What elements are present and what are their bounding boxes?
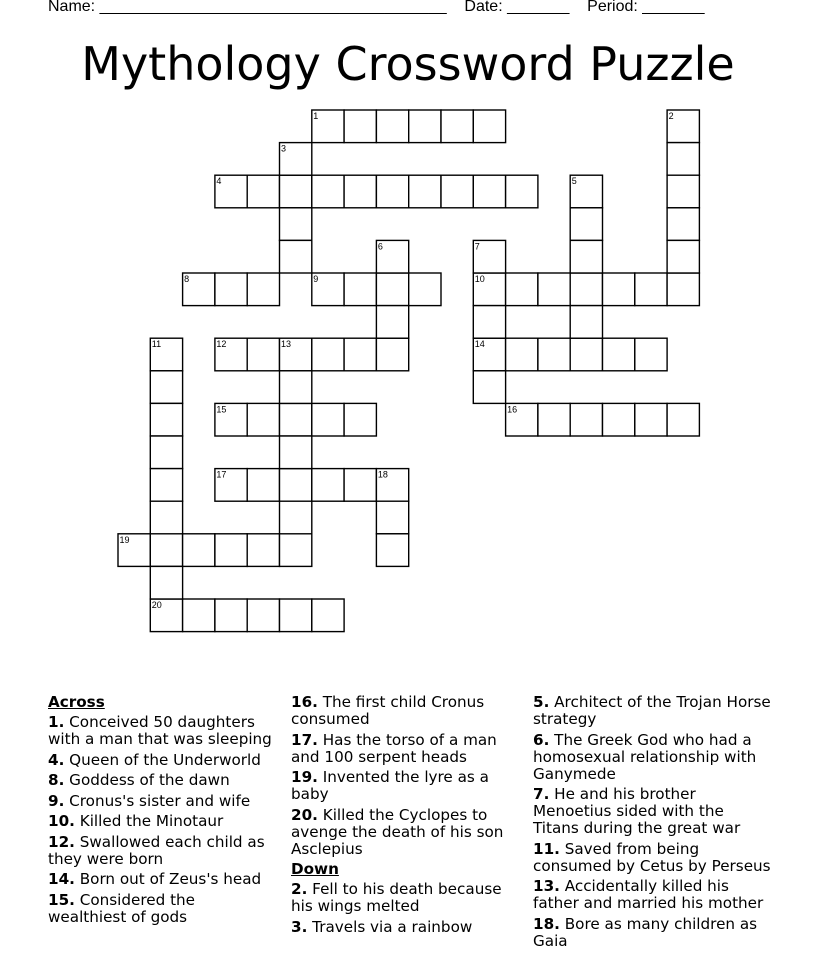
clue-number: 1. — [48, 713, 65, 731]
clue-text: Accidentally killed his father and married his mother — [533, 877, 764, 912]
grid-cell[interactable] — [603, 273, 635, 306]
grid-cell[interactable] — [473, 306, 505, 339]
grid-cell[interactable] — [280, 534, 312, 567]
clue-text: He and his brother Menoetius sided with the Titans during the great war — [533, 785, 741, 837]
clue-number: 5. — [533, 693, 550, 711]
grid-cell[interactable] — [570, 338, 602, 371]
clue-item — [291, 732, 523, 766]
clue-item — [291, 694, 523, 728]
grid-cell[interactable] — [280, 436, 312, 469]
grid-cell[interactable] — [409, 175, 441, 208]
grid-cell[interactable] — [473, 110, 505, 143]
grid-cell[interactable] — [247, 338, 279, 371]
grid-cell[interactable] — [344, 469, 376, 502]
page-title: Mythology Crossword Puzzle — [81, 37, 735, 91]
grid-cell[interactable] — [150, 469, 182, 502]
grid-cell[interactable] — [376, 501, 408, 534]
grid-cell[interactable] — [280, 175, 312, 208]
grid-cell[interactable] — [312, 338, 344, 371]
grid-cell[interactable] — [506, 338, 538, 371]
clue-item — [48, 793, 278, 810]
clue-number-label: 6 — [377, 241, 383, 252]
grid-cell[interactable] — [344, 338, 376, 371]
clue-text: The first child Cronus consumed — [291, 693, 485, 728]
grid-cell[interactable] — [570, 240, 602, 273]
grid-cell[interactable] — [247, 534, 279, 567]
clue-number-label: 14 — [474, 339, 485, 350]
grid-cell[interactable] — [344, 403, 376, 436]
clue-text: Conceived 50 daughters with a man that was sleeping — [48, 713, 272, 748]
clue-text: Fell to his death because his wings melted — [291, 880, 502, 915]
grid-cell[interactable] — [215, 534, 247, 567]
clue-number: 6. — [533, 730, 550, 749]
grid-cell[interactable] — [280, 240, 312, 273]
grid-cell[interactable] — [215, 273, 247, 306]
grid-cell[interactable] — [667, 208, 699, 241]
grid-cell[interactable] — [667, 273, 699, 306]
grid-cell[interactable] — [376, 338, 408, 371]
grid-cell[interactable] — [538, 273, 570, 306]
clue-number-label: 8 — [184, 274, 190, 284]
grid-cell[interactable] — [280, 469, 312, 502]
grid-cell[interactable] — [603, 338, 635, 371]
clue-number: 15. — [48, 890, 75, 909]
clue-item — [48, 834, 278, 868]
clue-text: Queen of the Underworld — [69, 750, 261, 769]
clue-item — [48, 752, 278, 769]
clue-number: 3. — [291, 917, 308, 936]
clue-number: 4. — [48, 750, 65, 769]
clue-number: 14. — [48, 870, 75, 888]
grid-cell[interactable] — [280, 403, 312, 436]
grid-cell[interactable] — [150, 371, 182, 404]
clue-number-label: 15 — [216, 404, 227, 415]
clue-column-3 — [533, 694, 773, 953]
clue-item — [291, 769, 523, 803]
clue-number-label: 10 — [474, 274, 485, 284]
grid-cell[interactable] — [150, 534, 182, 567]
grid-cell[interactable] — [538, 403, 570, 436]
clue-item — [533, 916, 773, 950]
grid-cell[interactable] — [473, 371, 505, 404]
grid-cell[interactable] — [312, 403, 344, 436]
clue-number: 11. — [533, 839, 560, 858]
clue-number: 13. — [533, 877, 560, 895]
grid-cell[interactable] — [247, 599, 279, 632]
grid-cell[interactable] — [667, 175, 699, 208]
clue-item — [48, 871, 278, 888]
grid-cell[interactable] — [635, 338, 667, 371]
clue-section-heading: Down — [291, 860, 339, 878]
clue-text: Travels via a rainbow — [312, 917, 473, 936]
clue-number: 16. — [291, 693, 318, 711]
grid-cell[interactable] — [667, 240, 699, 273]
clue-text: Invented the lyre as a baby — [291, 768, 489, 803]
grid-cell[interactable] — [570, 306, 602, 339]
clue-number-label: 5 — [571, 176, 577, 187]
grid-cell[interactable] — [603, 403, 635, 436]
grid-cell[interactable] — [376, 306, 408, 339]
clue-text: The Greek God who had a homosexual relationship with Ganymede — [533, 730, 757, 783]
grid-cell[interactable] — [473, 175, 505, 208]
clue-text: Cronus's sister and wife — [69, 791, 251, 810]
grid-cell[interactable] — [150, 403, 182, 436]
clue-item — [291, 881, 523, 915]
grid-cell[interactable] — [538, 338, 570, 371]
clue-number-label: 13 — [281, 339, 292, 350]
grid-cell[interactable] — [441, 110, 473, 143]
clue-number: 12. — [48, 832, 75, 851]
grid-cell[interactable] — [506, 175, 538, 208]
clue-number: 20. — [291, 805, 318, 824]
clue-number-label: 11 — [151, 339, 162, 350]
clue-number: 9. — [48, 791, 65, 810]
clue-item — [291, 807, 523, 858]
grid-cell[interactable] — [506, 273, 538, 306]
clue-number-label: 12 — [216, 339, 227, 350]
clue-item — [533, 694, 773, 728]
clue-number-label: 4 — [216, 176, 222, 187]
grid-cell[interactable] — [570, 208, 602, 241]
clue-text: Swallowed each child as they were born — [48, 832, 265, 868]
clue-text: Killed the Cyclopes to avenge the death of his son Asclepius — [291, 805, 504, 858]
grid-cell[interactable] — [183, 599, 215, 632]
clue-number-label: 17 — [216, 469, 227, 480]
clue-number-label: 16 — [507, 404, 518, 415]
grid-cell[interactable] — [376, 273, 408, 306]
grid-cell[interactable] — [570, 403, 602, 436]
clue-number: 7. — [533, 785, 550, 803]
grid-cell[interactable] — [312, 175, 344, 208]
clue-number: 18. — [533, 914, 560, 933]
grid-cell[interactable] — [344, 110, 376, 143]
clue-text: Born out of Zeus's head — [79, 870, 262, 888]
clue-number: 8. — [48, 771, 65, 789]
grid-cell[interactable] — [280, 599, 312, 632]
grid-cell[interactable] — [635, 273, 667, 306]
clue-item — [48, 714, 278, 748]
grid-cell[interactable] — [150, 566, 182, 599]
grid-cell[interactable] — [215, 599, 247, 632]
clue-item — [48, 772, 278, 789]
clue-column-1 — [48, 694, 278, 929]
grid-cell[interactable] — [635, 403, 667, 436]
clue-number-label: 2 — [668, 111, 674, 121]
clue-item — [533, 878, 773, 912]
grid-cell[interactable] — [280, 371, 312, 404]
grid-cell[interactable] — [667, 143, 699, 176]
clue-text: Killed the Minotaur — [79, 812, 224, 830]
clue-number-label: 9 — [313, 274, 319, 284]
grid-cell[interactable] — [183, 534, 215, 567]
grid-cell[interactable] — [441, 175, 473, 208]
clue-text: Considered the wealthiest of gods — [48, 890, 196, 926]
clue-number-label: 20 — [151, 600, 162, 610]
grid-cell[interactable] — [247, 469, 279, 502]
clue-number: 19. — [291, 768, 318, 786]
grid-cell[interactable] — [376, 534, 408, 567]
grid-cell[interactable] — [312, 469, 344, 502]
grid-cell[interactable] — [409, 273, 441, 306]
clue-number: 10. — [48, 812, 75, 830]
grid-cell[interactable] — [280, 208, 312, 241]
clue-item — [533, 786, 773, 837]
grid-cell[interactable] — [150, 501, 182, 534]
name-date-period-line: Name: _______________________________________ Date: _______ Period: _______ — [48, 0, 705, 15]
clue-text: Bore as many children as Gaia — [533, 914, 758, 950]
clue-text: Goddess of the dawn — [69, 771, 230, 789]
clue-number-label: 7 — [474, 241, 480, 252]
clue-text: Has the torso of a man and 100 serpent heads — [291, 730, 497, 766]
grid-cell[interactable] — [280, 501, 312, 534]
clue-number: 17. — [291, 730, 318, 749]
grid-cell[interactable] — [409, 110, 441, 143]
clue-number-label: 19 — [119, 534, 130, 545]
grid-cell[interactable] — [247, 175, 279, 208]
clue-number-label: 1 — [313, 111, 319, 121]
clue-item — [533, 841, 773, 875]
clue-text: Saved from being consumed by Cetus by Perseus — [533, 839, 771, 875]
clue-item — [48, 813, 278, 830]
grid-cell[interactable] — [344, 273, 376, 306]
clue-item — [48, 892, 278, 926]
grid-cell[interactable] — [247, 403, 279, 436]
grid-cell[interactable] — [344, 175, 376, 208]
clue-text: Architect of the Trojan Horse strategy — [533, 693, 771, 728]
clue-item — [291, 919, 523, 936]
grid-cell[interactable] — [376, 175, 408, 208]
clue-number: 2. — [291, 880, 308, 898]
grid-cell[interactable] — [667, 403, 699, 436]
clue-column-2 — [291, 694, 523, 939]
grid-cell[interactable] — [312, 599, 344, 632]
grid-cell[interactable] — [570, 273, 602, 306]
clue-number-label: 18 — [377, 469, 388, 480]
grid-cell[interactable] — [247, 273, 279, 306]
clue-number-label: 3 — [281, 143, 287, 154]
grid-cell[interactable] — [376, 110, 408, 143]
grid-cell[interactable] — [150, 436, 182, 469]
clue-item — [533, 732, 773, 783]
clue-section-heading: Across — [48, 693, 105, 711]
